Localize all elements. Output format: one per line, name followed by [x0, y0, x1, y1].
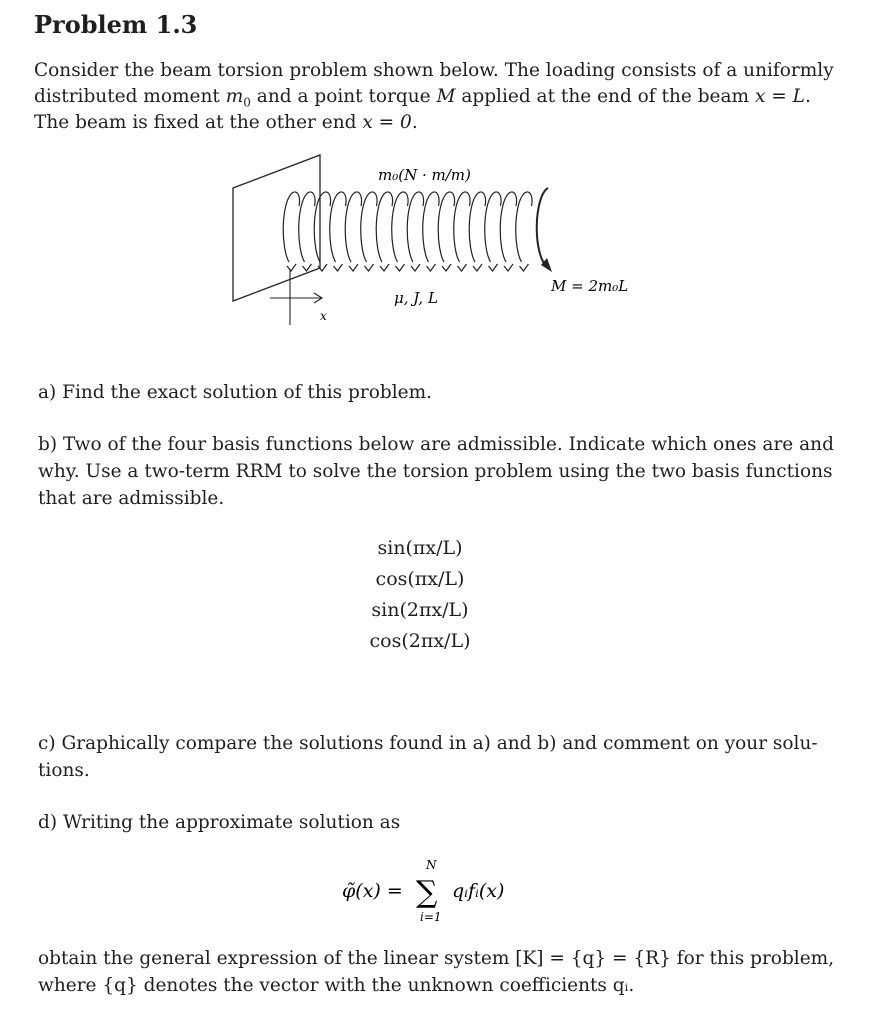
basis-function-list: [300, 533, 540, 657]
coil-arrowhead: [442, 264, 451, 271]
coil-loop: [392, 192, 408, 262]
moment-subscript: 0: [243, 95, 251, 110]
coil-arrowhead: [365, 264, 374, 271]
coil-arrowhead: [520, 264, 529, 271]
torque-variable: M: [436, 86, 456, 107]
intro-text: distributed moment: [34, 86, 226, 107]
part-d: d) Writing the approximate solution as: [38, 812, 401, 833]
coil-loop: [469, 192, 485, 262]
sum-upper-limit: N: [426, 858, 437, 872]
coil-loop: [516, 192, 532, 262]
coil-loop: [423, 192, 439, 262]
coil-loop: [345, 192, 361, 262]
coil-arrowhead: [380, 264, 389, 271]
basis-function: sin(2πx/L): [371, 599, 469, 621]
end-condition: x = L: [754, 86, 805, 107]
axis-label: x: [320, 309, 327, 323]
intro-text: and a point torque: [250, 86, 437, 107]
load-label: m₀(N · m/m): [378, 166, 471, 184]
fixed-condition: x = 0: [362, 112, 412, 133]
problem-heading: Problem 1.3: [34, 10, 198, 39]
coil-loop: [438, 192, 454, 262]
coil-arrowhead: [396, 264, 405, 271]
coil-arrowhead: [349, 264, 358, 271]
equation-term: qᵢfᵢ(x): [452, 880, 505, 902]
basis-function: cos(2πx/L): [369, 630, 471, 652]
sum-symbol: ∑: [416, 875, 438, 910]
equation-lhs: φ̃(x) =: [342, 880, 403, 902]
coil-arrowhead: [303, 264, 312, 271]
coil-arrowhead: [427, 264, 436, 271]
intro-text: The beam is fixed at the other end: [34, 112, 363, 133]
approximate-solution-equation: [330, 855, 550, 925]
coil-loop: [376, 192, 392, 262]
part-c-line-2: tions.: [38, 760, 90, 781]
part-b-line-2: why. Use a two-term RRM to solve the torsion problem using the two basis functions: [38, 461, 833, 482]
coil-loop: [299, 192, 315, 262]
part-a: a) Find the exact solution of this problem.: [38, 382, 432, 403]
coil-loop: [314, 192, 330, 262]
coil-arrowhead: [458, 264, 467, 271]
coil-arrowhead: [473, 264, 482, 271]
closing-line-1: obtain the general expression of the linear system [K] = {q} = {R} for this problem,: [38, 948, 835, 969]
part-c-line-1: c) Graphically compare the solutions found in a) and b) and comment on your solu-: [38, 733, 818, 754]
coil-loop: [283, 192, 299, 262]
intro-text: applied at the end of the beam: [455, 86, 755, 107]
basis-function: sin(πx/L): [377, 537, 463, 559]
end-torque-arrow: [537, 188, 548, 268]
coil-loop: [500, 192, 516, 262]
intro-text: .: [804, 86, 811, 107]
sum-lower-limit: i=1: [420, 910, 442, 924]
coil-arrowhead: [489, 264, 498, 271]
part-b-line-1: b) Two of the four basis functions below are admissible. Indicate which ones are and: [38, 434, 834, 455]
coil-arrowhead: [411, 264, 420, 271]
part-b-line-3: that are admissible.: [38, 488, 225, 509]
closing-line-2: where {q} denotes the vector with the unknown coefficients qᵢ.: [38, 975, 635, 996]
coil-loop: [407, 192, 423, 262]
coil-loop: [330, 192, 346, 262]
basis-function: cos(πx/L): [375, 568, 465, 590]
coil-loop: [361, 192, 377, 262]
intro-line-1: Consider the beam torsion problem shown below. The loading consists of a uniformly: [34, 60, 834, 81]
coil-loop: [454, 192, 470, 262]
coil-arrowhead: [287, 264, 296, 271]
coil-arrowhead: [504, 264, 513, 271]
fixed-wall: [233, 155, 320, 301]
beam-properties-label: μ, J, L: [394, 289, 438, 307]
coil-arrowhead: [334, 264, 343, 271]
coil-loop: [485, 192, 501, 262]
torque-label: M = 2m₀L: [551, 277, 629, 295]
intro-text: .: [411, 112, 418, 133]
moment-variable: m: [225, 86, 244, 107]
